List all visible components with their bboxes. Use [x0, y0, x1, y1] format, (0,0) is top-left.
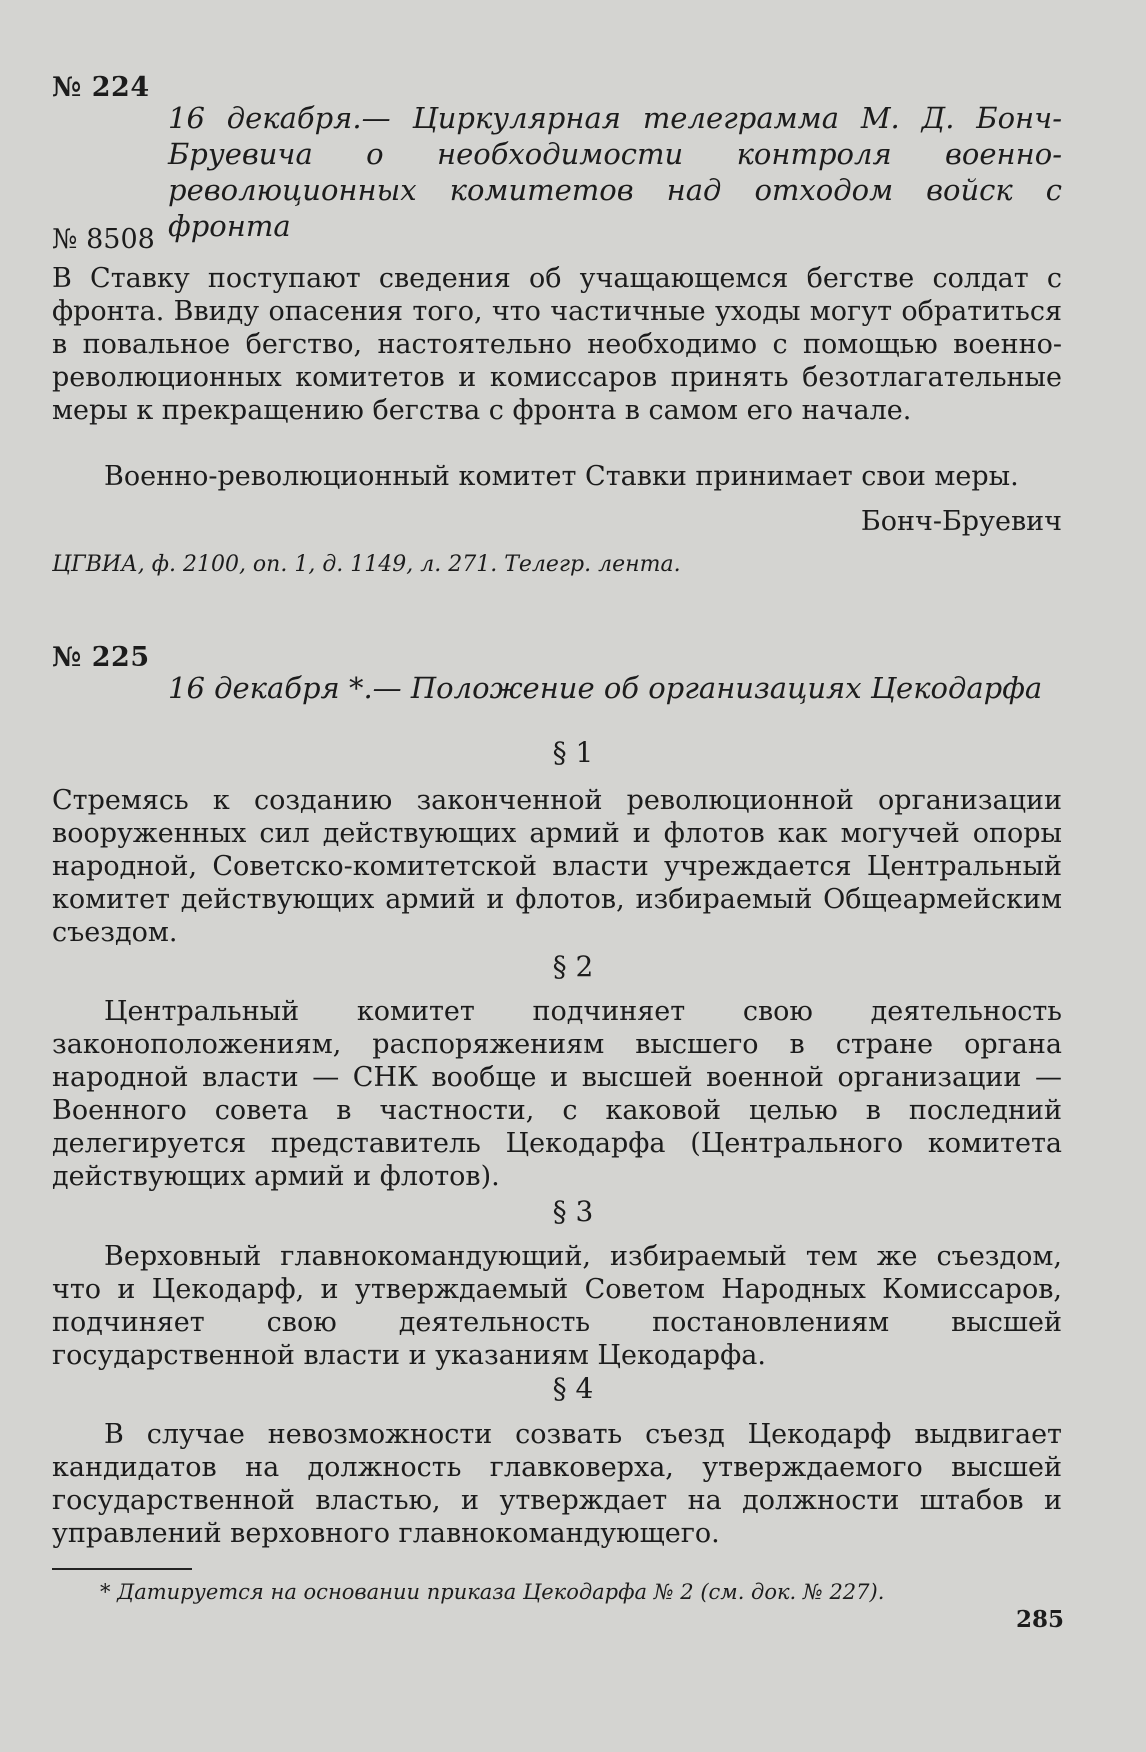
section-2-text: Центральный комитет подчиняет свою деятельность законоположениям, распоряжениям высшего в стране органа народной власти — СНК вообще и высшей военной организации — Военного совета в частности, с каковой целью в последний делегируется представитель Цекодарфа (Центрального комитета действующих армий и флотов).: [52, 996, 1062, 1192]
section-4-text: В случае невозможности созвать съезд Цекодарф выдвигает кандидатов на должность главковерха, утверждаемого высшей государственной властью, и утверждает на должности штабов и управлений верховного главнокомандующего.: [52, 1419, 1062, 1549]
page-number: 285: [1016, 1606, 1065, 1633]
doc-224-source: ЦГВИА, ф. 2100, оп. 1, д. 1149, л. 271. Телегр. лента.: [52, 552, 681, 577]
doc-224-number: № 224: [52, 72, 150, 103]
doc-225-title: 16 декабря *.— Положение об организациях Цекодарфа: [168, 671, 1043, 705]
section-3-label: § 3: [552, 1195, 594, 1228]
section-4-label: § 4: [552, 1372, 594, 1405]
section-3-text: Верховный главнокомандующий, избираемый тем же съездом, что и Цекодарф, и утверждаемый Советом Народных Комиссаров, подчиняет свою деятельность постановлениям высшей государственной власти и указаниям Цекодарфа.: [52, 1241, 1062, 1371]
section-1-text: Стремясь к созданию законченной революционной организации вооруженных сил действующих армий и флотов как могучей опоры народной, Советско-комитетской власти учреждается Центральный комитет действующих армий и флотов, избираемый Общеармейским съездом.: [52, 785, 1062, 948]
doc-224-signature: Бонч-Бруевич: [860, 506, 1062, 537]
footnote-rule: [52, 1568, 192, 1570]
section-1-label: § 1: [552, 736, 594, 769]
doc-224-paragraph-2: Военно-революционный комитет Ставки принимает свои меры.: [104, 461, 1019, 492]
doc-224-paragraph-1: В Ставку поступают сведения об учащающемся бегстве солдат с фронта. Ввиду опасения того, что частичные уходы могут обратиться в повальное бегство, настоятельно необходимо с помощью военно-революционных комитетов и комиссаров принять безотлагательные меры к прекращению бегства с фронта в самом его начале.: [52, 263, 1062, 426]
doc-224-telegram-number: № 8508: [52, 224, 155, 255]
section-2-label: § 2: [552, 950, 594, 983]
doc-224-title: 16 декабря.— Циркулярная телеграмма М. Д. Бонч-Бруевича о необходимости контроля военно-революционных комитетов над отходом войск с фронта: [168, 101, 1062, 243]
doc-225-number: № 225: [52, 642, 150, 673]
footnote: * Датируется на основании приказа Цекодарфа № 2 (см. док. № 227).: [100, 1580, 885, 1604]
